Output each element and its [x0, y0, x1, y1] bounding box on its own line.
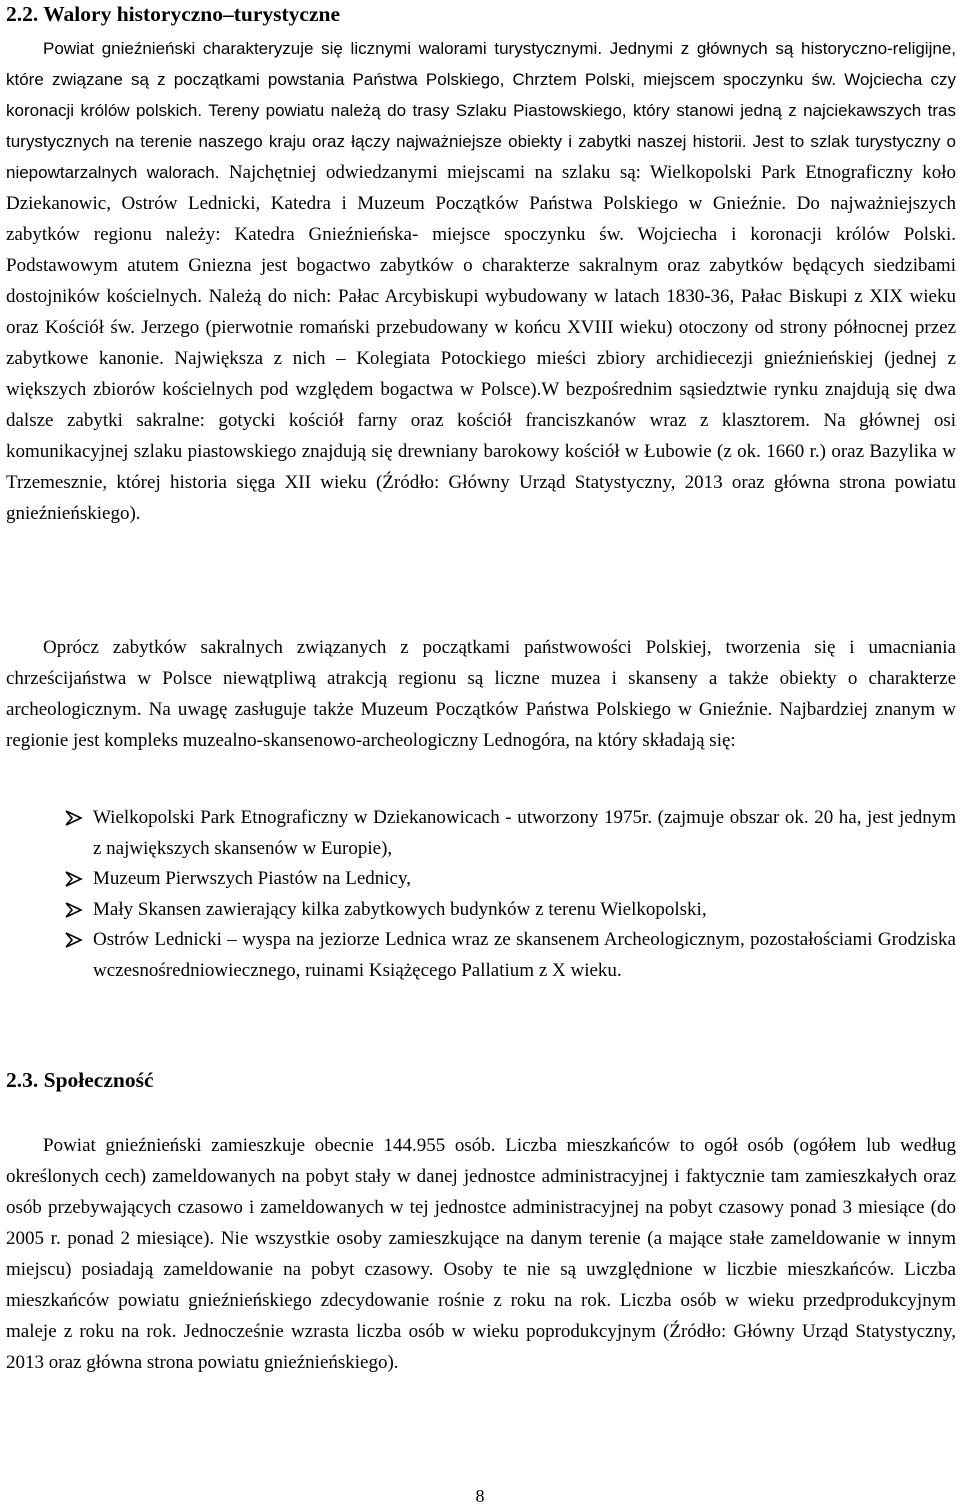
arrow-bullet-icon — [64, 901, 84, 919]
paragraph-muzea: Oprócz zabytków sakralnych związanych z początkami państwowości Polskiej, tworzenia się i umacniania chrześcijaństwa w Polsce niewątpliwą atrakcją regionu są liczne muzea i skanseny a także obiekty o charakterze archeologicznym. Na uwagę zasługuje także Muzeum Początków Państwa Polskiego w Gnieźnie. Najbardziej znanym w regionie jest kompleks muzealno-skansenowo-archeologiczny Lednogóra, na który składają się: — [6, 637, 956, 751]
list-item — [0, 925, 956, 986]
list-item — [0, 895, 956, 926]
arrow-bullet-icon — [64, 931, 84, 949]
page-number: 8 — [475, 1486, 485, 1506]
list-item-text: Mały Skansen zawierający kilka zabytkowych budynków z terenu Wielkopolski, — [93, 898, 707, 920]
arrow-bullet-icon — [64, 870, 84, 888]
list-item — [0, 864, 956, 895]
paragraph-walory-sans-part: Powiat gnieźnieński charakteryzuje się licznymi walorami turystycznymi. Jednymi z głównych są historyczno-religijne, które związane są z początkami powstania Państwa Polskiego, Chrztem Polski, miejscem spoczynku św. Wojciecha czy koronacji królów polskich. Tereny powiatu należą do trasy Szlaku Piastowskiego, który stanowi jedną z najciekawszych tras turystycznych na terenie naszego kraju oraz łączy najważniejsze obiekty i zabytki naszej historii. Jest to szlak turystyczny o niepowtarzalnych walorach. — [6, 39, 956, 182]
arrow-bullet-icon — [64, 809, 84, 827]
paragraph-spolecznosc: Powiat gnieźnieński zamieszkuje obecnie 144.955 osób. Liczba mieszkańców to ogół osób (ogółem lub według określonych cech) zameldowanych na pobyt stały w danej jednostce administracyjnej i faktycznie tam zamieszkałych oraz osób przebywających czasowo i zameldowanych w tej jednostce administracyjnej na pobyt czasowy ponad 3 miesiące (do 2005 r. ponad 2 miesiące). Nie wszystkie osoby zamieszkujące na danym terenie (a mające stałe zameldowanie w innym miejscu) posiadają zameldowanie na pobyt czasowy. Osoby te nie są uwzględnione w liczbie mieszkańców. Liczba mieszkańców powiatu gnieźnieńskiego zdecydowanie rośnie z roku na rok. Liczba osób w wieku przedprodukcyjnym maleje z roku na rok. Jednocześnie wzrasta liczba osób w wieku poprodukcyjnym (Źródło: Główny Urząd Statystyczny, 2013 oraz główna strona powiatu gnieźnieńskiego). — [6, 1135, 956, 1373]
list-item-text: Ostrów Lednicki – wyspa na jeziorze Lednica wraz ze skansenem Archeologicznym, pozostałościami Grodziska wczesnośredniowiecznego, ruinami Książęcego Pallatium z X wieku. — [93, 929, 956, 981]
section-heading-2-3: 2.3. Społeczność — [6, 1068, 154, 1092]
list-item-text: Muzeum Pierwszych Piastów na Lednicy, — [93, 868, 411, 889]
attractions-list — [0, 803, 956, 986]
section-heading-2-2: 2.2. Walory historyczno–turystyczne — [6, 2, 341, 26]
list-item-text: Wielkopolski Park Etnograficzny w Dziekanowicach - utworzony 1975r. (zajmuje obszar ok. 20 ha, jest jednym z największych skansenów w Europie), — [93, 807, 956, 859]
paragraph-walory — [6, 33, 956, 529]
paragraph-walory-serif-part: Najchętniej odwiedzanymi miejscami na szlaku są: Wielkopolski Park Etnograficzny koło Dziekanowic, Ostrów Lednicki, Katedra i Muzeum Początków Państwa Polskiego w Gnieźnie. Do najważniejszych zabytków regionu należy: Katedra Gnieźnieńska- miejsce spoczynku św. Wojciecha i koronacji królów Polski. Podstawowym atutem Gniezna jest bogactwo zabytków o charakterze sakralnym oraz zabytków będących siedzibami dostojników kościelnych. Należą do nich: Pałac Arcybiskupi wybudowany w latach 1830-36, Pałac Biskupi z XIX wieku oraz Kościół św. Jerzego (pierwotnie romański przebudowany w końcu XVIII wieku) otoczony od strony północnej przez zabytkowe kanonie. Największa z nich – Kolegiata Potockiego mieści zbiory archidiecezji gnieźnieńskiej (jednej z większych zbiorów kościelnych pod względem bogactwa w Polsce).W bezpośrednim sąsiedztwie rynku znajdują się dwa dalsze zabytki sakralne: gotycki kościół farny oraz kościół franciszkanów wraz z klasztorem. Na głównej osi komunikacyjnej szlaku piastowskiego znajdują się drewniany barokowy kościół w Łubowie (z ok. 1660 r.) oraz Bazylika w Trzemesznie, której historia sięga XII wieku (Źródło: Główny Urząd Statystyczny, 2013 oraz główna strona powiatu gnieźnieńskiego). — [6, 162, 956, 524]
list-item — [0, 803, 956, 864]
